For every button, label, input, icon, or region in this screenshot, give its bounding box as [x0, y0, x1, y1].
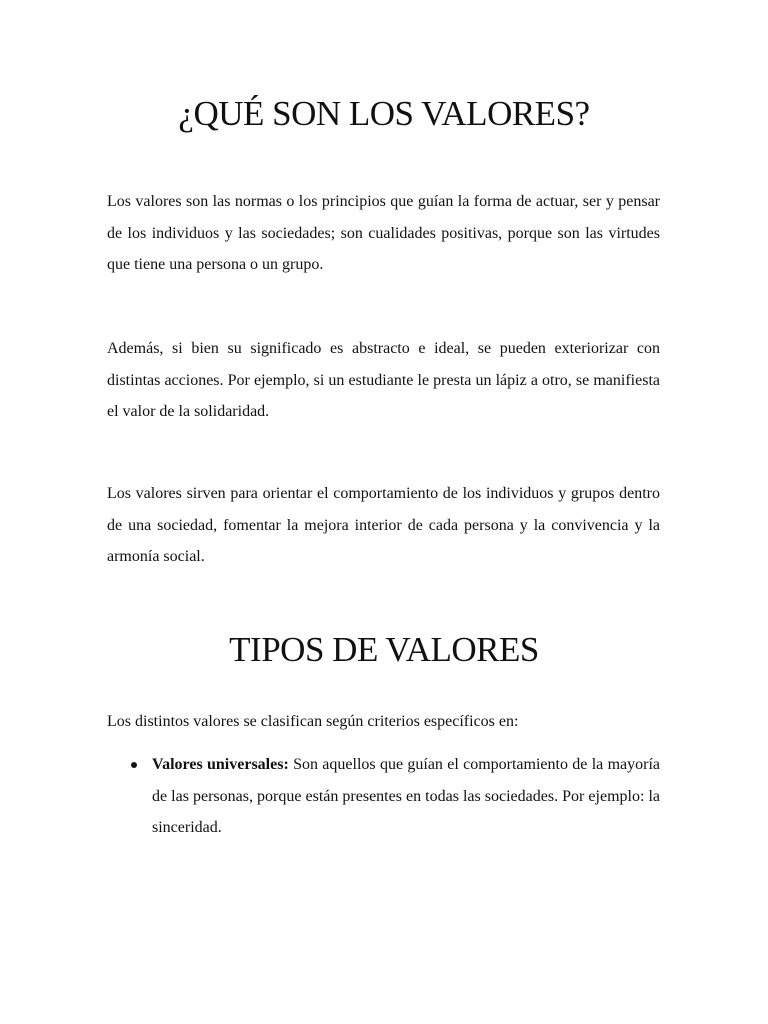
- list-item: [107, 749, 660, 844]
- paragraph-3: Los valores sirven para orientar el comportamiento de los individuos y grupos dentro de una sociedad, fomentar la mejora interior de cada persona y la convivencia y la armonía social.: [107, 485, 660, 565]
- section-title: TIPOS DE VALORES: [229, 630, 539, 669]
- section-intro: Los distintos valores se clasifican según criterios específicos en:: [107, 713, 519, 730]
- page-title: ¿QUÉ SON LOS VALORES?: [178, 94, 590, 133]
- bullet-icon: [131, 762, 137, 768]
- paragraph-2: Además, si bien su significado es abstracto e ideal, se pueden exteriorizar con distintas acciones. Por ejemplo, si un estudiante le presta un lápiz a otro, se manifiesta el valor de la solidaridad.: [107, 340, 660, 420]
- values-list: [107, 749, 660, 844]
- paragraph-1: Los valores son las normas o los principios que guían la forma de actuar, ser y pensar de los individuos y las sociedades; son cualidades positivas, porque son las virtudes que tiene una persona o un grupo.: [107, 193, 660, 273]
- list-item-text: Son aquellos que guían el comportamiento de la mayoría de las personas, porque están presentes en todas las sociedades. Por ejemplo: la sinceridad.: [152, 756, 660, 836]
- list-item-term: Valores universales:: [152, 756, 289, 773]
